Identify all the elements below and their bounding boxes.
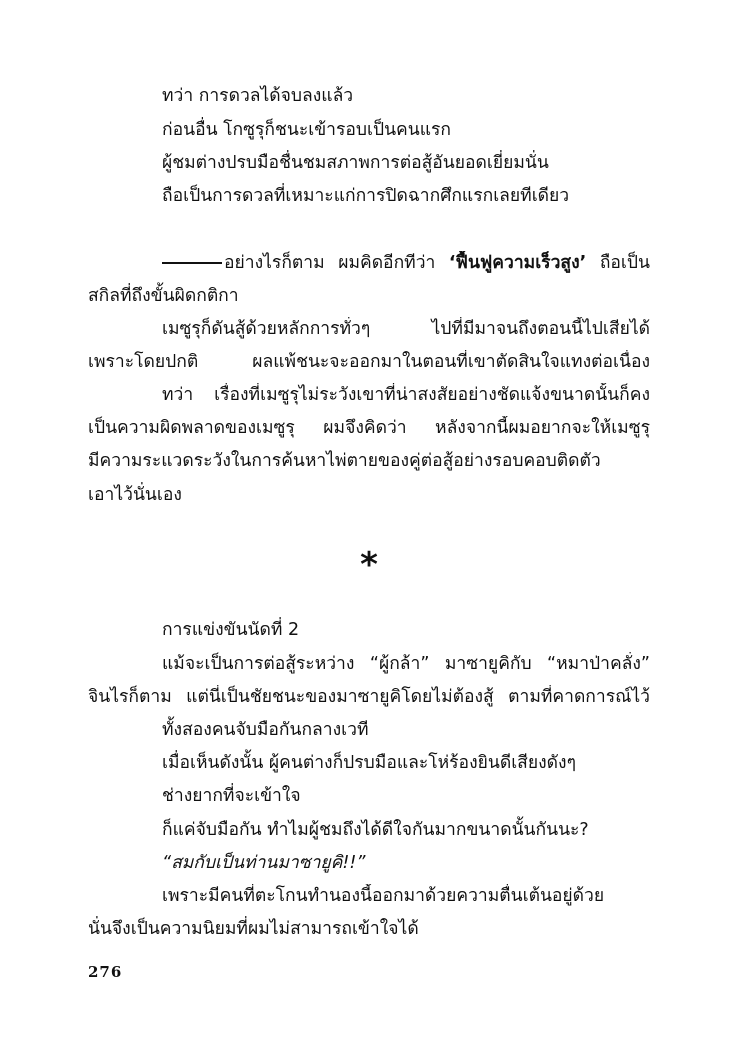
text-line: เป็นความผิดพลาดของเมซูรุ ผมจึงคิดว่า หลังจากนี้ผมอยากจะให้เมซูรุ: [88, 418, 650, 438]
text-line: นั่นจึงเป็นความนิยมที่ผมไม่สามารถเข้าใจได้: [88, 919, 419, 939]
text-line: ผู้ชมต่างปรบมือชื่นชมสภาพการต่อสู้อันยอดเยี่ยมนั่น: [162, 153, 549, 173]
text-line: ทว่า เรื่องที่เมซูรุไม่ระวังเขาที่น่าสงสัยอย่างชัดแจ้งขนาดนั้นก็คง: [162, 385, 650, 405]
text-line: มีความระแวดระวังในการค้นหาไพ่ตายของคู่ต่อสู้อย่างรอบคอบติดตัว: [88, 451, 601, 471]
text-line: ถือเป็นการดวลที่เหมาะแก่การปิดฉากศึกแรกเลยทีเดียว: [162, 186, 570, 206]
page-number: 276: [88, 963, 123, 981]
paragraph-first-line: [162, 251, 650, 279]
text-line: จินไรก็ตาม แต่นี่เป็นชัยชนะของมาซายูคิโดยไม่ต้องสู้ ตามที่คาดการณ์ไว้: [88, 687, 650, 707]
text-line: ก่อนอื่น โกซูรุก็ชนะเข้ารอบเป็นคนแรก: [162, 120, 451, 140]
text-line: เมื่อเห็นดังนั้น ผู้คนต่างก็ปรบมือและโห่ร้องยินดีเสียงดังๆ: [162, 753, 576, 773]
text-line: ทั้งสองคนจับมือกันกลางเวที: [162, 720, 369, 740]
em-dash-rule: [162, 262, 222, 264]
scene-separator: *: [360, 545, 378, 585]
dialogue-quote: “สมกับเป็นท่านมาซายูคิ!!”: [162, 853, 366, 873]
skill-name-bold: ‘ฟื้นฟูความเร็วสูง’: [448, 253, 587, 273]
text-line: แม้จะเป็นการต่อสู้ระหว่าง “ผู้กล้า” มาซายูคิกับ “หมาป่าคลั่ง”: [162, 654, 650, 674]
section-heading: การแข่งขันนัดที่ 2: [162, 620, 300, 640]
text-line: ก็แค่จับมือกัน ทำไมผู้ชมถึงได้ดีใจกันมากขนาดนั้นกันนะ?: [162, 820, 589, 840]
text-run: อย่างไรก็ตาม ผมคิดอีกทีว่า: [224, 253, 449, 273]
text-line: เอาไว้นั่นเอง: [88, 485, 182, 505]
text-run: ถือเป็น: [586, 253, 650, 273]
text-line: เพราะมีคนที่ตะโกนทำนองนี้ออกมาด้วยความตื่นเต้นอยู่ด้วย: [162, 886, 605, 906]
text-line: สกิลที่ถึงขั้นผิดกติกา: [88, 286, 239, 306]
text-line: เพราะโดยปกติ ผลแพ้ชนะจะออกมาในตอนที่เขาตัดสินใจแทงต่อเนื่อง: [88, 352, 650, 372]
text-line: เมซูรุก็ดันสู้ด้วยหลักการทั่วๆ ไปที่มีมาจนถึงตอนนี้ไปเสียได้: [162, 319, 650, 339]
text-line: ทว่า การดวลได้จบลงแล้ว: [162, 86, 354, 106]
text-line: ช่างยากที่จะเข้าใจ: [162, 786, 301, 806]
